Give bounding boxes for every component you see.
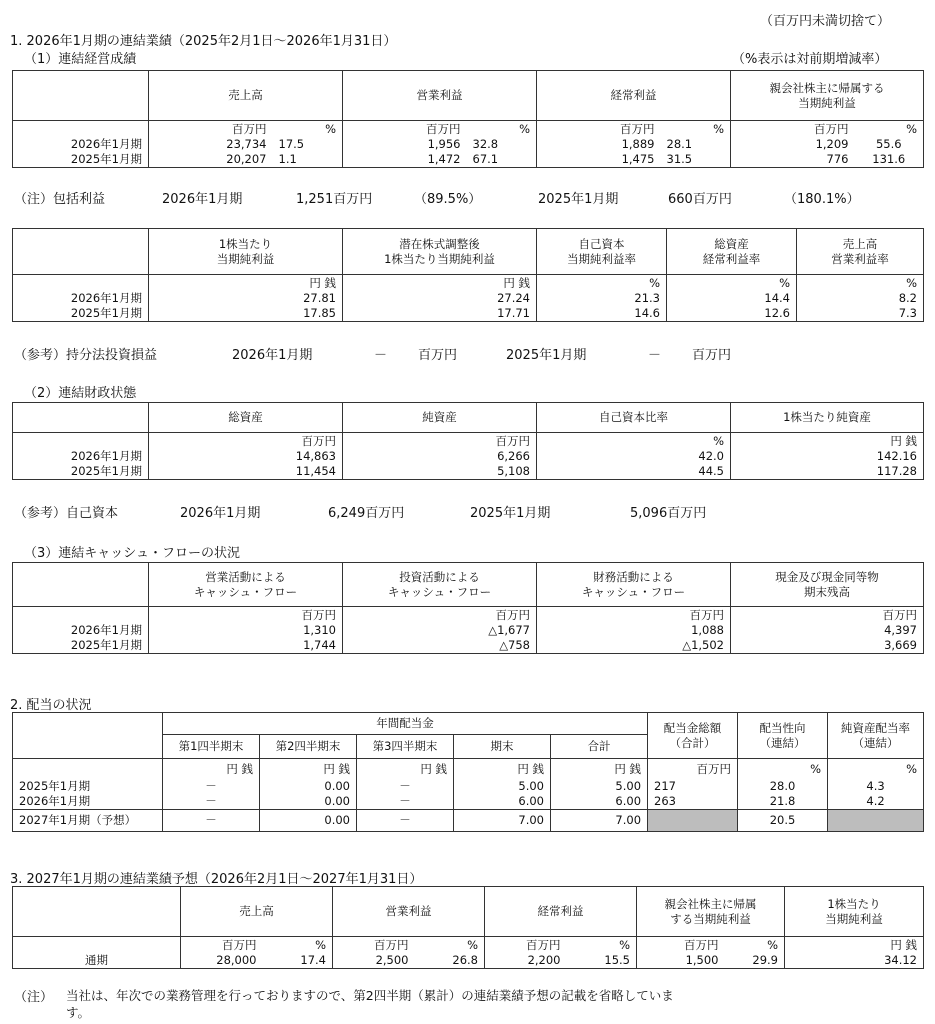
header-operating-margin: 売上高 営業利益率: [797, 229, 924, 275]
table-row: 2027年1月期（予想） － 0.00 － 7.00 7.00 20.5: [13, 809, 924, 831]
table-row: 2026年1月期 27.81 27.24 21.3 14.4 8.2: [13, 291, 924, 306]
header-net-income: 親会社株主に帰属する 当期純利益: [731, 71, 924, 121]
table-row: 通期 28,000 17.4 2,500 26.8 2,200 15.5 1,500 29.9 34.12: [13, 953, 924, 969]
unit-cell: 百万円: [343, 121, 467, 138]
header-investing-cf: 投資活動による キャッシュ・フロー: [343, 563, 537, 607]
header-eps-forecast: 1株当たり 当期純利益: [785, 887, 924, 937]
section-title-3: 3. 2027年1月期の連結業績予想（2026年2月1日～2027年1月31日）: [10, 872, 423, 887]
header-net-forecast: 親会社株主に帰属 する当期純利益: [637, 887, 785, 937]
unit-cell: %: [661, 121, 731, 138]
per-share-table: 1株当たり 当期純利益 潜在株式調整後 1株当たり当期純利益 自己資本 当期純利益率 総資産 経常利益率 売上高 営業利益率 円 銭 円 銭 % % % 2026年1月期 27.81 27.24 21.3 14.4 8.2 2025年1月期 17.85 17.71 14.6 12.6 7.3: [12, 228, 924, 322]
unit-cell: 百万円: [731, 121, 855, 138]
header-cash-balance: 現金及び現金同等物 期末残高: [731, 563, 924, 607]
header-total-assets: 総資産: [149, 403, 343, 433]
unit-cell: 百万円: [149, 121, 273, 138]
header-payout-ratio: 配当性向 （連結）: [738, 713, 828, 759]
table-row: 2026年1月期 － 0.00 － 6.00 6.00 263 21.8 4.2: [13, 794, 924, 810]
table-row: 2025年1月期 20,207 1.1 1,472 67.1 1,475 31.5 776 131.6: [13, 152, 924, 168]
header-operating-cf: 営業活動による キャッシュ・フロー: [149, 563, 343, 607]
header-roe: 自己資本 当期純利益率: [537, 229, 667, 275]
table-row: 2025年1月期 17.85 17.71 14.6 12.6 7.3: [13, 306, 924, 322]
header-operating-profit: 営業利益: [343, 71, 537, 121]
cashflow-table: 営業活動による キャッシュ・フロー 投資活動による キャッシュ・フロー 財務活動による キャッシュ・フロー 現金及び現金同等物 期末残高 百万円 百万円 百万円 百万円 2026年1月期 1,310 △1,677 1,088 4,397 2025年1月期 1,744 △758 △1,502 3,669: [12, 562, 924, 654]
header-ordinary-profit: 経常利益: [537, 71, 731, 121]
table-row: 2026年1月期 23,734 17.5 1,956 32.8 1,889 28.1 1,209 55.6: [13, 137, 924, 152]
header-total: 合計: [551, 735, 648, 759]
unit-cell: %: [855, 121, 924, 138]
table-row: 2025年1月期 － 0.00 － 5.00 5.00 217 28.0 4.3: [13, 779, 924, 794]
section-title-1: 1. 2026年1月期の連結業績（2025年2月1日～2026年1月31日）: [10, 34, 397, 49]
header-annual-dividend: 年間配当金: [163, 713, 648, 735]
header-net-assets: 純資産: [343, 403, 537, 433]
table-row: 2025年1月期 1,744 △758 △1,502 3,669: [13, 638, 924, 654]
header-ord-forecast: 経常利益: [485, 887, 637, 937]
header-doe: 純資産配当率 （連結）: [828, 713, 924, 759]
table-row: 2025年1月期 11,454 5,108 44.5 117.28: [13, 464, 924, 480]
header-q2: 第2四半期末: [260, 735, 357, 759]
header-bps: 1株当たり純資産: [731, 403, 924, 433]
header-q3: 第3四半期末: [357, 735, 454, 759]
subsection-title-financial: （2）連結財政状態: [24, 386, 137, 401]
unit-cell: %: [273, 121, 343, 138]
header-roa: 総資産 経常利益率: [667, 229, 797, 275]
header-diluted-eps: 潜在株式調整後 1株当たり当期純利益: [343, 229, 537, 275]
table-row: 2026年1月期 14,863 6,266 42.0 142.16: [13, 449, 924, 464]
header-financing-cf: 財務活動による キャッシュ・フロー: [537, 563, 731, 607]
unit-note: （百万円未満切捨て）: [760, 14, 891, 29]
header-sales-forecast: 売上高: [181, 887, 333, 937]
header-year-end: 期末: [454, 735, 551, 759]
dividend-table: 年間配当金 配当金総額 （合計） 配当性向 （連結） 純資産配当率 （連結） 第1四半期末 第2四半期末 第3四半期末 期末 合計 円 銭 円 銭 円 銭 円 銭 円 銭 百万円 % % 2025年1月期 － 0.00 － 5.00 5.00 217 28.0 4.3 2026年1月期 － 0.00 － 6.00 6.00 263 21.8 4.2 2027年1月期（予想） － 0.00 － 7.00 7.00 20.5: [12, 712, 924, 832]
header-op-forecast: 営業利益: [333, 887, 485, 937]
header-eps: 1株当たり 当期純利益: [149, 229, 343, 275]
subsection-title-cashflow: （3）連結キャッシュ・フローの状況: [24, 546, 241, 561]
section-title-2: 2. 配当の状況: [10, 698, 92, 713]
results-table: [12, 70, 924, 168]
percent-note: （%表示は対前期増減率）: [732, 52, 888, 67]
header-q1: 第1四半期末: [163, 735, 260, 759]
corner-cell: [13, 71, 149, 121]
table-row: 2026年1月期 1,310 △1,677 1,088 4,397: [13, 623, 924, 638]
financial-position-table: 総資産 純資産 自己資本比率 1株当たり純資産 百万円 百万円 % 円 銭 2026年1月期 14,863 6,266 42.0 142.16 2025年1月期 11,454 5,108 44.5 117.28: [12, 402, 924, 480]
header-equity-ratio: 自己資本比率: [537, 403, 731, 433]
header-sales: 売上高: [149, 71, 343, 121]
header-total-dividend: 配当金総額 （合計）: [648, 713, 738, 759]
unit-cell: %: [467, 121, 537, 138]
subsection-title-results: （1）連結経営成績: [24, 52, 137, 67]
forecast-table: 売上高 営業利益 経常利益 親会社株主に帰属 する当期純利益 1株当たり 当期純利益 百万円 % 百万円 % 百万円 % 百万円 % 円 銭 通期 28,000 17.4 2,500 26.8 2,200 15.5 1,500 29.9 34.12: [12, 886, 924, 969]
unit-cell: 百万円: [537, 121, 661, 138]
